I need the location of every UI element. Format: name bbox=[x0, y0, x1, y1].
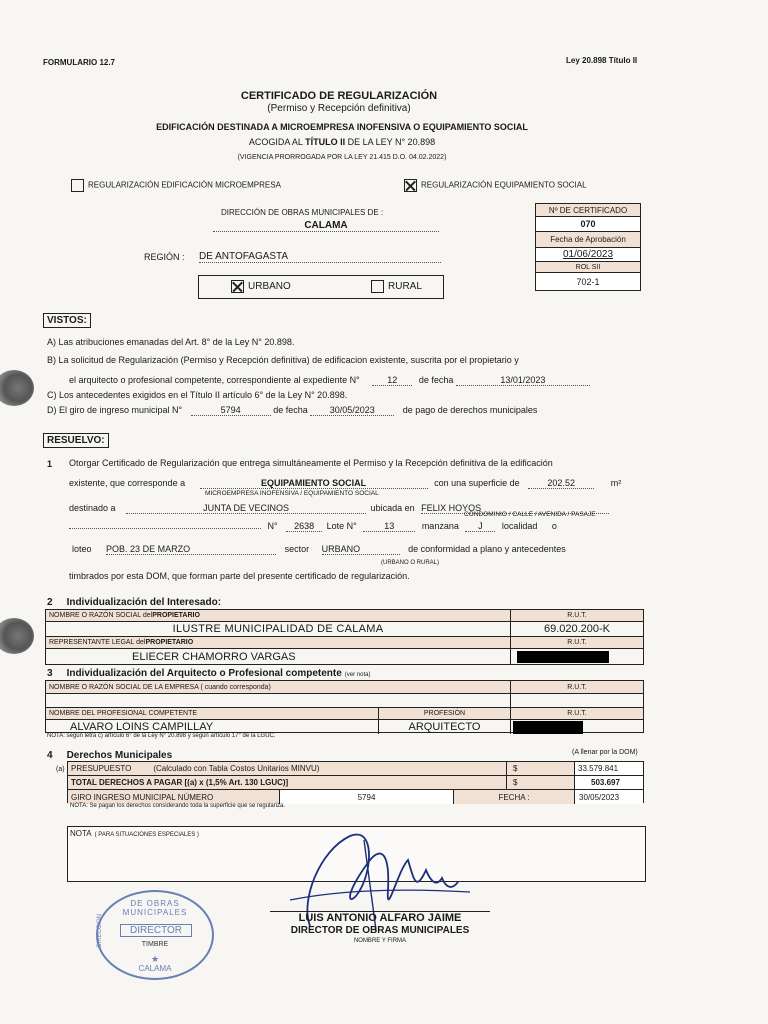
rol-label: ROL SII bbox=[536, 262, 640, 273]
presupuesto-label: PRESUPUESTO bbox=[71, 764, 132, 773]
checkbox-microempresa[interactable] bbox=[71, 179, 84, 192]
owner-header-row bbox=[46, 610, 643, 622]
vistos-d: D) El giro de ingreso municipal N° 5794 de fecha 30/05/2023 de pago de derechos municipales bbox=[47, 405, 538, 415]
vistos-c: C) Los antecedentes exigidos en el Título II artículo 6° de la Ley N° 20.898. bbox=[47, 390, 348, 400]
location-value: FELIX HOYOS bbox=[421, 503, 609, 514]
stamp-star-icon: ★ bbox=[150, 954, 160, 964]
resuelvo-line1: Otorgar Certificado de Regularización que entrega simultáneamente el Permiso y la Recepción definitiva de la edificación bbox=[69, 458, 553, 468]
empresa-rut-header: R.U.T. bbox=[567, 683, 587, 691]
owner-name: ILUSTRE MUNICIPALIDAD DE CALAMA bbox=[46, 622, 511, 636]
section2-title: 2 Individualización del Interesado: bbox=[47, 597, 222, 608]
cert-num-label: Nº DE CERTIFICADO bbox=[536, 204, 640, 217]
presupuesto-value: 33.579.841 bbox=[575, 762, 643, 775]
section4-title: 4 Derechos Municipales bbox=[47, 750, 173, 761]
resuelvo-line3: destinado a JUNTA DE VECINOS ubicada en FELIX HOYOS bbox=[69, 503, 649, 514]
vistos-heading: VISTOS: bbox=[43, 313, 91, 328]
loteo-value: POB. 23 DE MARZO bbox=[106, 544, 276, 555]
building-type: EQUIPAMIENTO SOCIAL bbox=[200, 478, 428, 489]
municipal-stamp bbox=[96, 890, 214, 980]
punch-hole bbox=[0, 370, 34, 406]
resuelvo-heading: RESUELVO: bbox=[43, 433, 109, 448]
prof-name-header: NOMBRE DEL PROFESIONAL COMPETENTE bbox=[46, 708, 379, 719]
checkbox-equipamiento[interactable] bbox=[404, 179, 417, 192]
giro-label: GIRO INGRESO MUNICIPAL NÚMERO bbox=[68, 790, 280, 804]
zone-box bbox=[198, 275, 444, 299]
giro-value: 5794 bbox=[280, 790, 454, 804]
total-label: TOTAL DERECHOS A PAGAR [(a) x (1,5% Art. 130 LGUC)] bbox=[68, 776, 507, 789]
cert-date-label: Fecha de Aprobación bbox=[536, 232, 640, 248]
expediente-number: 12 bbox=[372, 375, 412, 386]
rep-name: ELIECER CHAMORRO VARGAS bbox=[46, 649, 511, 664]
empresa-value-row bbox=[46, 694, 643, 708]
total-value: 503.697 bbox=[575, 776, 643, 789]
dom-label: DIRECCIÓN DE OBRAS MUNICIPALES DE : bbox=[221, 208, 384, 217]
checkbox-rural[interactable] bbox=[371, 280, 384, 293]
item-a-label: (a) bbox=[56, 766, 65, 773]
option-microempresa[interactable]: REGULARIZACIÓN EDIFICACIÓN MICROEMPRESA bbox=[71, 179, 281, 192]
empresa-header-row bbox=[46, 681, 643, 694]
nota-label: NOTA ( PARA SITUACIONES ESPECIALES ) bbox=[70, 829, 199, 838]
lote-number: 13 bbox=[363, 521, 415, 532]
stamp-center: DIRECTOR bbox=[120, 924, 192, 937]
owner-rut-header: R.U.T. bbox=[567, 612, 587, 619]
certificate-box bbox=[535, 203, 641, 291]
presupuesto-calc: (Calculado con Tabla Costos Unitarios MINVU) bbox=[153, 764, 320, 773]
law-ref: Ley 20.898 Título II bbox=[566, 56, 638, 65]
resuelvo-line4: N° 2638 Lote N° 13 manzana J localidad o bbox=[69, 521, 629, 532]
signer-caption: NOMBRE Y FIRMA bbox=[353, 938, 407, 944]
owner-value-row bbox=[46, 622, 643, 637]
location-hint: CONDOMINIO / CALLE / AVENIDA / PASAJE bbox=[464, 511, 596, 518]
surface-value: 202.52 bbox=[528, 478, 594, 489]
presupuesto-row: PRESUPUESTO (Calculado con Tabla Costos Unitarios MINVU) $ 33.579.841 bbox=[68, 762, 643, 776]
sector-value: URBANO bbox=[322, 544, 400, 555]
page-subtitle: (Permiso y Recepción definitiva) bbox=[267, 103, 411, 114]
empresa-header: NOMBRE O RAZÓN SOCIAL DE LA EMPRESA ( cuando corresponda) bbox=[46, 681, 511, 693]
section3-note: NOTA: según letra c) artículo 6° de la Ley N° 20.898 y según artículo 17° de la LGUC. bbox=[47, 733, 276, 739]
checkbox-urbano[interactable] bbox=[231, 280, 244, 293]
prof-header-row bbox=[46, 708, 643, 720]
rol-value: 702-1 bbox=[536, 273, 640, 290]
signer-name: LUIS ANTONIO ALFARO JAIME bbox=[270, 911, 490, 924]
region-label: REGIÓN : bbox=[144, 252, 185, 262]
owner-name-header: NOMBRE O RAZÓN SOCIAL del PROPIETARIO bbox=[46, 610, 511, 621]
owner-rut: 69.020.200-K bbox=[543, 623, 611, 635]
resuelvo-line6: timbrados por esta DOM, que forman parte del presente certificado de regularización. bbox=[69, 571, 410, 581]
rep-rut-header: R.U.T. bbox=[567, 639, 587, 646]
page-title: CERTIFICADO DE REGULARIZACIÓN bbox=[240, 90, 438, 102]
title-line2: ACOGIDA AL TÍTULO II DE LA LEY N° 20.898 bbox=[248, 137, 436, 147]
title-line1: EDIFICACIÓN DESTINADA A MICROEMPRESA INOFENSIVA O EQUIPAMIENTO SOCIAL bbox=[156, 122, 528, 132]
vistos-b1: B) La solicitud de Regularización (Permiso y Recepción definitiva) de edificacion existente, suscrita por el propietario y bbox=[47, 355, 519, 365]
sector-hint: (URBANO O RURAL) bbox=[381, 560, 440, 566]
cert-date-value: 01/06/2023 bbox=[536, 248, 640, 262]
profesion-header: PROFESIÓN bbox=[379, 708, 511, 719]
vistos-b2: el arquitecto o profesional competente, correspondiente al expediente N° 12 de fecha 13/01/2023 bbox=[69, 375, 590, 386]
building-type-hint: MICROEMPRESA INOFENSIVA / EQUIPAMIENTO SOCIAL bbox=[205, 490, 379, 497]
option-urbano[interactable]: URBANO bbox=[231, 280, 291, 293]
stamp-top: DE OBRAS MUNICIPALES bbox=[122, 899, 188, 917]
stamp-bottom: CALAMA bbox=[138, 964, 172, 973]
vistos-a: A) Las atribuciones emanadas del Art. 8° de la Ley N° 20.898. bbox=[47, 337, 295, 347]
rep-value-row bbox=[46, 649, 643, 664]
expediente-date: 13/01/2023 bbox=[456, 375, 590, 386]
form-id: FORMULARIO 12.7 bbox=[43, 58, 116, 67]
rep-header-row bbox=[46, 637, 643, 649]
signer-title: DIRECTOR DE OBRAS MUNICIPALES bbox=[290, 925, 470, 936]
rep-name-header: REPRESENTANTE LEGAL del PROPIETARIO bbox=[46, 637, 511, 648]
total-row: TOTAL DERECHOS A PAGAR [(a) x (1,5% Art. 130 LGUC)] $ 503.697 bbox=[68, 776, 643, 790]
manzana-value: J bbox=[465, 521, 495, 532]
giro-number: 5794 bbox=[191, 405, 271, 416]
resuelvo-number: 1 bbox=[47, 459, 53, 469]
prof-name: ALVARO LOINS CAMPILLAY bbox=[46, 720, 379, 734]
derechos-table bbox=[67, 761, 644, 803]
dom-value: CALAMA bbox=[213, 220, 439, 232]
street-number: 2638 bbox=[286, 521, 322, 532]
prof-rut-header: R.U.T. bbox=[567, 710, 587, 717]
cert-num-value: 070 bbox=[536, 217, 640, 232]
stamp-left: DIRECCIÓN bbox=[97, 914, 103, 948]
destination-value: JUNTA DE VECINOS bbox=[126, 503, 366, 514]
giro-date: 30/05/2023 bbox=[310, 405, 394, 416]
profesional-table bbox=[45, 680, 644, 733]
option-rural[interactable]: RURAL bbox=[371, 280, 422, 293]
title-line3: (VIGENCIA PRORROGADA POR LA LEY 21.415 D.O. 04.02.2022) bbox=[237, 154, 447, 161]
fecha-label: FECHA : bbox=[454, 790, 575, 804]
prof-value-row bbox=[46, 720, 643, 734]
redacted-rut bbox=[517, 651, 609, 663]
giro-row bbox=[68, 790, 643, 804]
dom-fill-note: (A llenar por la DOM) bbox=[572, 749, 638, 756]
resuelvo-line5: loteo POB. 23 DE MARZO sector URBANO de conformidad a plano y antecedentes bbox=[72, 544, 566, 554]
option-equipamiento[interactable]: REGULARIZACIÓN EQUIPAMIENTO SOCIAL bbox=[404, 179, 587, 192]
interesado-table bbox=[45, 609, 644, 665]
section4-note: NOTA: Se pagan los derechos considerando toda la superficie que se regulariza. bbox=[70, 803, 286, 809]
stamp-timbre: TIMBRE bbox=[141, 941, 169, 948]
redacted-rut bbox=[513, 721, 583, 734]
section3-title: 3 Individualización del Arquitecto o Profesional competente (ver nota) bbox=[47, 668, 371, 679]
fecha-value: 30/05/2023 bbox=[575, 790, 643, 804]
punch-hole bbox=[0, 618, 34, 654]
profesion-value: ARQUITECTO bbox=[379, 720, 511, 734]
region-value: DE ANTOFAGASTA bbox=[199, 251, 441, 263]
resuelvo-line2: existente, que corresponde a EQUIPAMIENTO SOCIAL con una superficie de 202.52 m² bbox=[69, 478, 622, 488]
